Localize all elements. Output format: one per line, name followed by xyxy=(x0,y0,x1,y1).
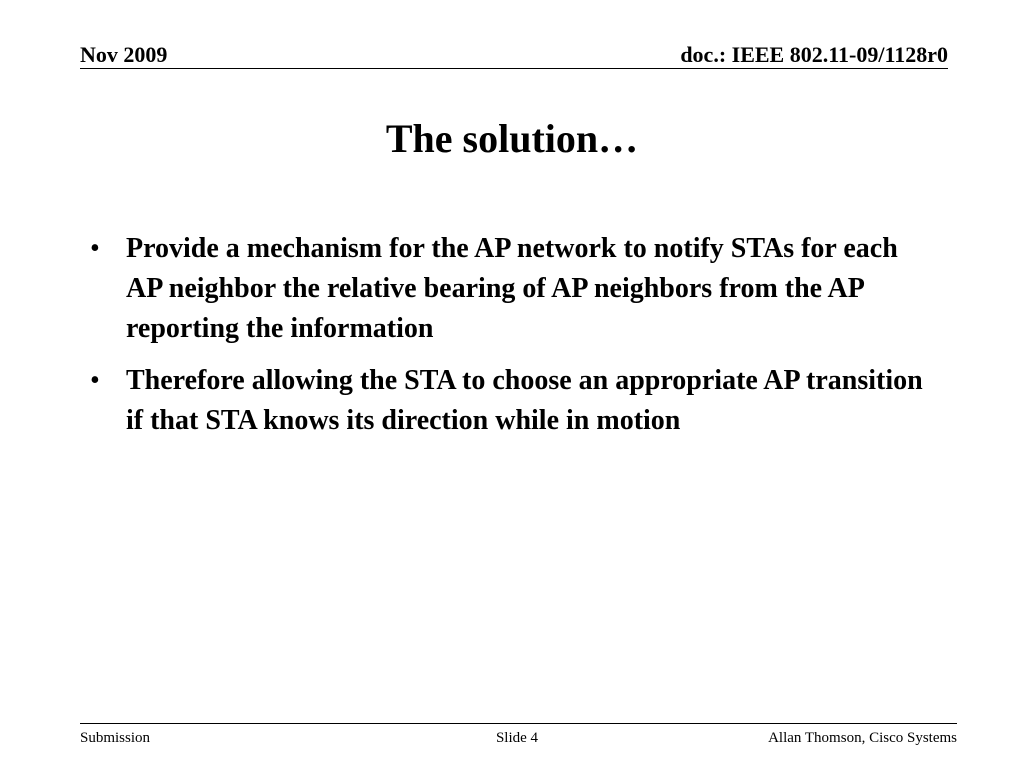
bullet-icon: • xyxy=(90,233,100,264)
bullet-text: Provide a mechanism for the AP network to notify STAs for each AP neighbor the relative bearing of AP neighbors from the AP reporting the information xyxy=(126,233,898,344)
footer-divider xyxy=(80,723,957,724)
slide-title: The solution… xyxy=(385,116,639,161)
footer-slide-number: Slide 4 xyxy=(495,730,539,746)
bullet-text: Therefore allowing the STA to choose an appropriate AP transition if that STA knows its direction while in motion xyxy=(126,365,923,436)
header-doc-id: doc.: IEEE 802.11-09/1128r0 xyxy=(680,42,948,67)
bullet-item xyxy=(90,229,930,349)
bullet-list xyxy=(90,229,930,453)
footer-submission: Submission xyxy=(80,730,151,746)
header-date: Nov 2009 xyxy=(80,42,168,67)
bullet-item xyxy=(90,361,930,441)
header-divider xyxy=(80,68,948,69)
bullet-icon: • xyxy=(90,365,100,396)
footer-author: Allan Thomson, Cisco Systems xyxy=(768,730,957,746)
